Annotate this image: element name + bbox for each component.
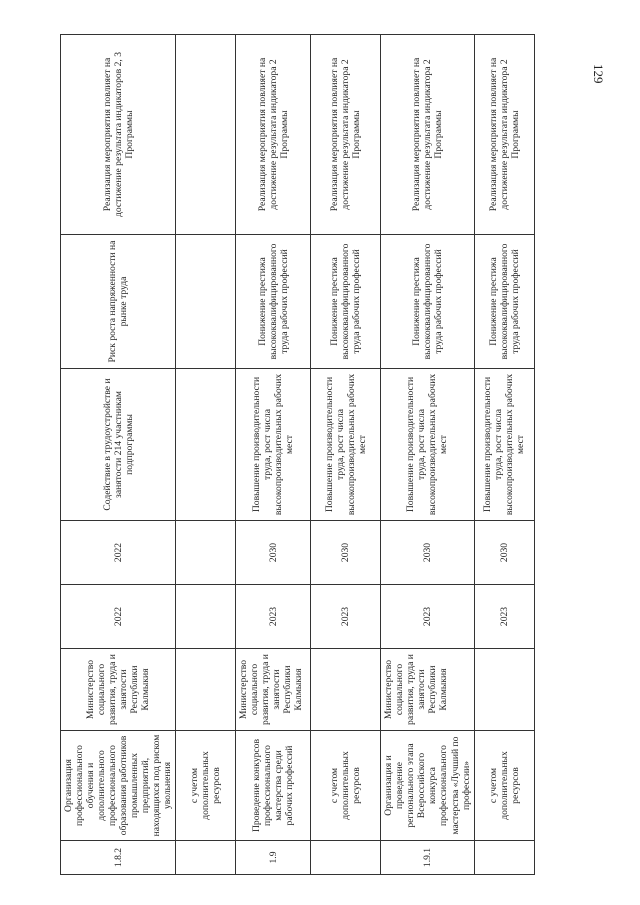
cell-num — [474, 841, 534, 875]
cell-end: 2022 — [61, 521, 176, 585]
cell-link: Реализация мероприятия повлияет на достижение результата индикатора 2 Программы — [474, 35, 534, 235]
cell-executor: Министерство социального развития, труда и занятости Республики Калмыкия — [61, 649, 176, 731]
cell-link: Реализация мероприятия повлияет на достижение результата индикатора 2 Программы — [236, 35, 311, 235]
cell-num: 1.9 — [236, 841, 311, 875]
rotated-table-wrapper — [60, 35, 527, 875]
cell-end — [176, 521, 236, 585]
cell-start: 2023 — [381, 585, 474, 649]
cell-num — [176, 841, 236, 875]
cell-risk: Понижение престижа высококвалифицированного труда рабочих профессий — [311, 235, 381, 369]
cell-num — [311, 841, 381, 875]
cell-num: 1.9.1 — [381, 841, 474, 875]
cell-name: Проведение конкурсов профессионального мастерства среди рабочих профессий — [236, 731, 311, 841]
cell-name: Организация профессионального обучения и дополнительного профессионального образования работников промышленных предприятий, находящихся под риском увольнения — [61, 731, 176, 841]
cell-end: 2030 — [381, 521, 474, 585]
cell-link: Реализация мероприятия повлияет на достижение результата индикатора 2 Программы — [381, 35, 474, 235]
cell-executor — [176, 649, 236, 731]
cell-result — [176, 369, 236, 521]
cell-start: 2023 — [236, 585, 311, 649]
cell-name: Организация и проведение регионального этапа Всероссийского конкурса профессионального мастерства «Лучший по профессии» — [381, 731, 474, 841]
page-number: 129 — [591, 64, 606, 84]
cell-executor: Министерство социального развития, труда и занятости Республики Калмыкия — [236, 649, 311, 731]
cell-num: 1.8.2 — [61, 841, 176, 875]
cell-risk: Понижение престижа высококвалифицированного труда рабочих профессий — [236, 235, 311, 369]
cell-result: Повышение производительности труда, рост числа высокопроизводительных рабочих мест — [381, 369, 474, 521]
table-row — [474, 35, 534, 875]
cell-risk — [176, 235, 236, 369]
cell-result: Повышение производительности труда, рост числа высокопроизводительных рабочих мест — [474, 369, 534, 521]
cell-start: 2023 — [311, 585, 381, 649]
table-row — [381, 35, 474, 875]
cell-result: Повышение производительности труда, рост числа высокопроизводительных рабочих мест — [236, 369, 311, 521]
table-row — [311, 35, 381, 875]
cell-name: с учетом дополнительных ресурсов — [311, 731, 381, 841]
cell-risk: Риск роста напряженности на рынке труда — [61, 235, 176, 369]
cell-link: Реализация мероприятия повлияет на достижение результата индикатора 2 Программы — [311, 35, 381, 235]
cell-end: 2030 — [474, 521, 534, 585]
activities-table — [60, 34, 535, 875]
cell-name: с учетом дополнительных ресурсов — [176, 731, 236, 841]
cell-start: 2023 — [474, 585, 534, 649]
table-row — [176, 35, 236, 875]
table-row — [61, 35, 176, 875]
cell-risk: Понижение престижа высококвалифицированного труда рабочих профессий — [474, 235, 534, 369]
cell-link: Реализация мероприятия повлияет на достижение результата индикаторов 2, 3 Программы — [61, 35, 176, 235]
cell-executor — [474, 649, 534, 731]
cell-risk: Понижение престижа высококвалифицированного труда рабочих профессий — [381, 235, 474, 369]
cell-executor — [311, 649, 381, 731]
cell-link — [176, 35, 236, 235]
cell-result: Повышение производительности труда, рост числа высокопроизводительных рабочих мест — [311, 369, 381, 521]
cell-end: 2030 — [311, 521, 381, 585]
cell-name: с учетом дополнительных ресурсов — [474, 731, 534, 841]
cell-start — [176, 585, 236, 649]
cell-executor: Министерство социального развития, труда и занятости Республики Калмыкия — [381, 649, 474, 731]
table-row — [236, 35, 311, 875]
cell-end: 2030 — [236, 521, 311, 585]
cell-result: Содействие в трудоустройстве и занятости 214 участникам подпрограммы — [61, 369, 176, 521]
cell-start: 2022 — [61, 585, 176, 649]
